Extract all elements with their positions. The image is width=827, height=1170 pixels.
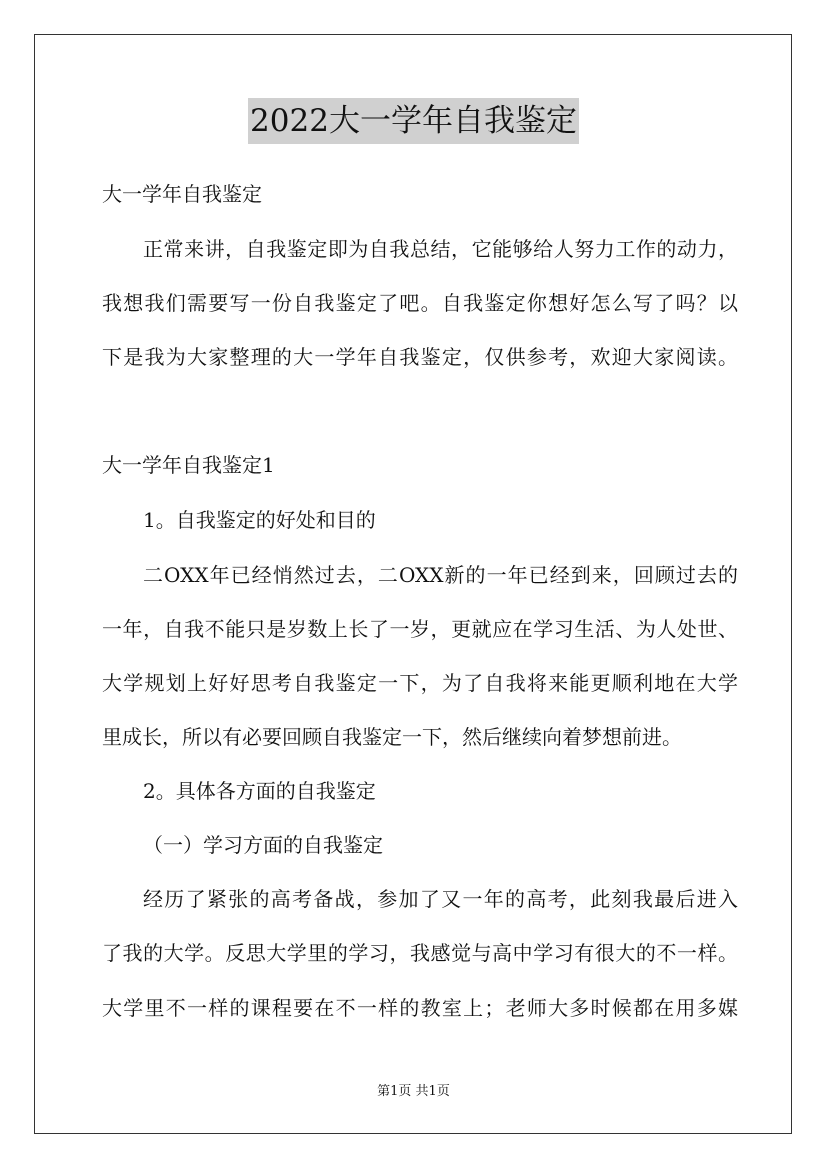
paragraph-line: 正常来讲，自我鉴定即为自我总结，它能够给人努力工作的动力， bbox=[143, 237, 738, 261]
paragraph-line: 大学里不一样的课程要在不一样的教室上；老师大多时候都在用多媒 bbox=[102, 996, 738, 1020]
paragraph-line: 我想我们需要写一份自我鉴定了吧。自我鉴定你想好怎么写了吗？以 bbox=[102, 291, 738, 315]
document-title: 2022大一学年自我鉴定 bbox=[248, 98, 579, 144]
paragraph-line: 下是我为大家整理的大一学年自我鉴定，仅供参考，欢迎大家阅读。 bbox=[102, 345, 738, 369]
paragraph-line: 一年，自我不能只是岁数上长了一岁，更就应在学习生活、为人处世、 bbox=[102, 617, 738, 641]
section-heading: 大一学年自我鉴定1 bbox=[102, 453, 275, 477]
section-heading: 大一学年自我鉴定 bbox=[102, 182, 262, 206]
title-container bbox=[0, 98, 827, 144]
paragraph-line: 里成长，所以有必要回顾自我鉴定一下，然后继续向着梦想前进。 bbox=[102, 725, 682, 749]
page-footer: 第1页 共1页 bbox=[377, 1084, 450, 1099]
subheading: （一）学习方面的自我鉴定 bbox=[143, 833, 383, 857]
paragraph-line: 二OXX年已经悄然过去，二OXX新的一年已经到来，回顾过去的 bbox=[143, 563, 738, 587]
paragraph-line: 经历了紧张的高考备战，参加了又一年的高考，此刻我最后进入 bbox=[143, 887, 738, 911]
subheading: 1。自我鉴定的好处和目的 bbox=[143, 508, 376, 532]
subheading: 2。具体各方面的自我鉴定 bbox=[143, 779, 376, 803]
paragraph-line: 了我的大学。反思大学里的学习，我感觉与高中学习有很大的不一样。 bbox=[102, 941, 738, 965]
paragraph-line: 大学规划上好好思考自我鉴定一下，为了自我将来能更顺利地在大学 bbox=[102, 671, 738, 695]
